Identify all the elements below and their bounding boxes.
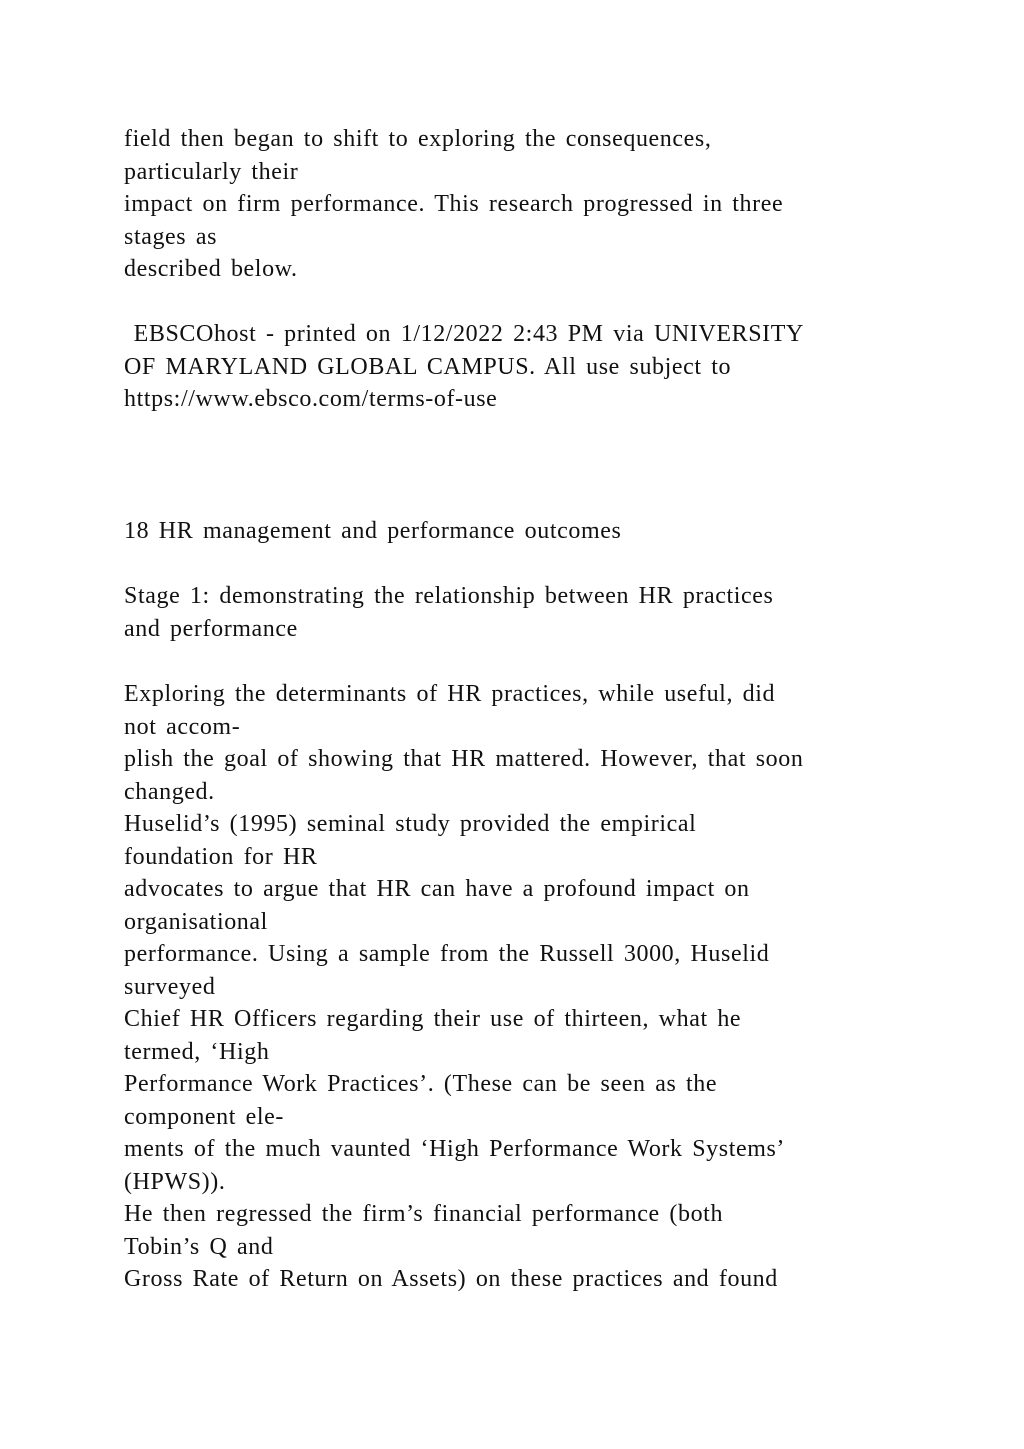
text-line: surveyed — [124, 974, 216, 1000]
text-line: Exploring the determinants of HR practices, while useful, did — [124, 681, 776, 707]
text-line: organisational — [124, 909, 268, 935]
section-heading: Stage 1: demonstrating the relationship between HR practices — [124, 583, 774, 609]
text-line: plish the goal of showing that HR mattered. However, that soon — [124, 746, 804, 772]
text-line: Chief HR Officers regarding their use of thirteen, what he — [124, 1006, 742, 1032]
text-line: performance. Using a sample from the Russell 3000, Huselid — [124, 941, 770, 967]
text-line: Huselid’s (1995) seminal study provided the empirical — [124, 811, 697, 837]
text-line: impact on firm performance. This research progressed in three — [124, 191, 784, 217]
text-line: Gross Rate of Return on Assets) on these practices and found — [124, 1266, 778, 1292]
text-line: not accom- — [124, 714, 241, 740]
footer-line: https://www.ebsco.com/terms-of-use — [124, 386, 498, 412]
text-line: described below. — [124, 256, 298, 282]
text-line: particularly their — [124, 159, 299, 185]
text-line: changed. — [124, 779, 215, 805]
text-line: Performance Work Practices’. (These can be seen as the — [124, 1071, 718, 1097]
text-line: component ele- — [124, 1104, 285, 1130]
text-line: Tobin’s Q and — [124, 1234, 274, 1260]
text-line: (HPWS)). — [124, 1169, 226, 1195]
text-line: termed, ‘High — [124, 1039, 270, 1065]
text-line: He then regressed the firm’s financial performance (both — [124, 1201, 724, 1227]
text-line: ments of the much vaunted ‘High Performance Work Systems’ — [124, 1136, 786, 1162]
footer-line: OF MARYLAND GLOBAL CAMPUS. All use subject to — [124, 354, 732, 380]
text-line: field then began to shift to exploring the consequences, — [124, 126, 712, 152]
text-line: stages as — [124, 224, 218, 250]
section-heading: and performance — [124, 616, 298, 642]
running-header: 18 HR management and performance outcomes — [124, 518, 622, 544]
text-line: foundation for HR — [124, 844, 318, 870]
footer-line: EBSCOhost - printed on 1/12/2022 2:43 PM via UNIVERSITY — [124, 321, 804, 347]
text-line: advocates to argue that HR can have a profound impact on — [124, 876, 750, 902]
